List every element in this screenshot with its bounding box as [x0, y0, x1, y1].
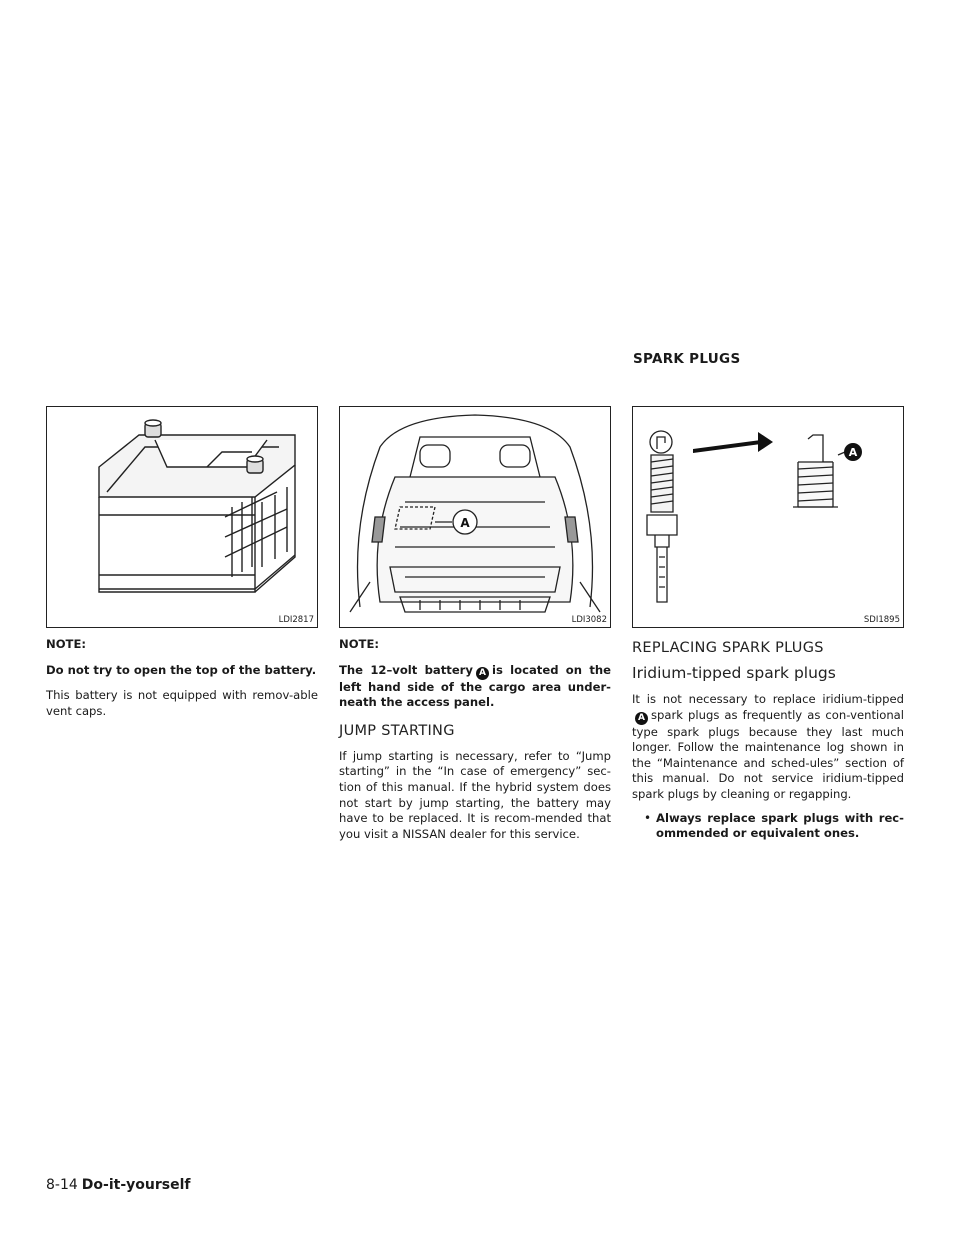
note-warning: Do not try to open the top of the battery. — [46, 662, 317, 677]
section-title-spark-plugs: SPARK PLUGS — [633, 351, 741, 367]
page-footer — [46, 1177, 190, 1193]
page-number: 8-14 — [46, 1177, 78, 1193]
spark-plug-illustration — [633, 407, 903, 627]
note-text-part-2: is located on the left hand side of the cargo area under-neath the access panel. — [339, 662, 611, 710]
bullet-icon: • — [644, 810, 652, 825]
body-text: This battery is not equipped with remov-able vent caps. — [46, 688, 318, 718]
body-part-2: spark plugs as frequently as con-ventional type spark plugs because they last much longer. Follow the maintenance log shown in the “Maintenance and sched-ules” section of this manual. Do not service iridium-tipped spark plugs by cleaning or regapping. — [632, 707, 904, 801]
note-label: NOTE: — [46, 637, 87, 651]
figure-label-a: A — [848, 446, 858, 459]
battery-illustration — [47, 407, 317, 627]
bullet-item — [632, 811, 904, 842]
figure-spark-plug — [632, 406, 904, 628]
cargo-area-illustration — [340, 407, 610, 627]
figure-cargo-area — [339, 406, 611, 628]
bullet-text: Always replace spark plugs with rec-ommended or equivalent ones. — [656, 810, 904, 841]
note-label: NOTE: — [339, 637, 380, 651]
column-battery-location — [339, 406, 611, 842]
figure-code: SDI1895 — [863, 615, 900, 625]
note-text-part-1: The 12–volt battery — [339, 662, 473, 677]
figure-code: LDI2817 — [278, 615, 314, 625]
figure-label-a: A — [460, 516, 470, 530]
figure-battery — [46, 406, 318, 628]
callout-a-icon: A — [476, 667, 489, 680]
heading-replacing-spark-plugs: REPLACING SPARK PLUGS — [632, 640, 824, 656]
note-battery-location — [339, 663, 611, 711]
body-part-1: It is not necessary to replace iridium-tipped — [632, 692, 904, 706]
column-battery-note — [46, 406, 318, 719]
subheading-iridium-tipped: Iridium-tipped spark plugs — [632, 664, 836, 682]
figure-code: LDI3082 — [571, 615, 607, 625]
column-spark-plugs — [632, 406, 904, 842]
callout-a-icon: A — [635, 712, 648, 725]
body-text: If jump starting is necessary, refer to “Jump starting” in the “In case of emergency” sec-tion of this manual. If the hybrid system does not start by jump starting, the battery may have to be replaced. It is recom-mended that you visit a NISSAN dealer for this service. — [339, 748, 611, 841]
body-text — [632, 692, 904, 803]
footer-section-name: Do-it-yourself — [81, 1177, 191, 1193]
heading-jump-starting: JUMP STARTING — [339, 722, 455, 739]
